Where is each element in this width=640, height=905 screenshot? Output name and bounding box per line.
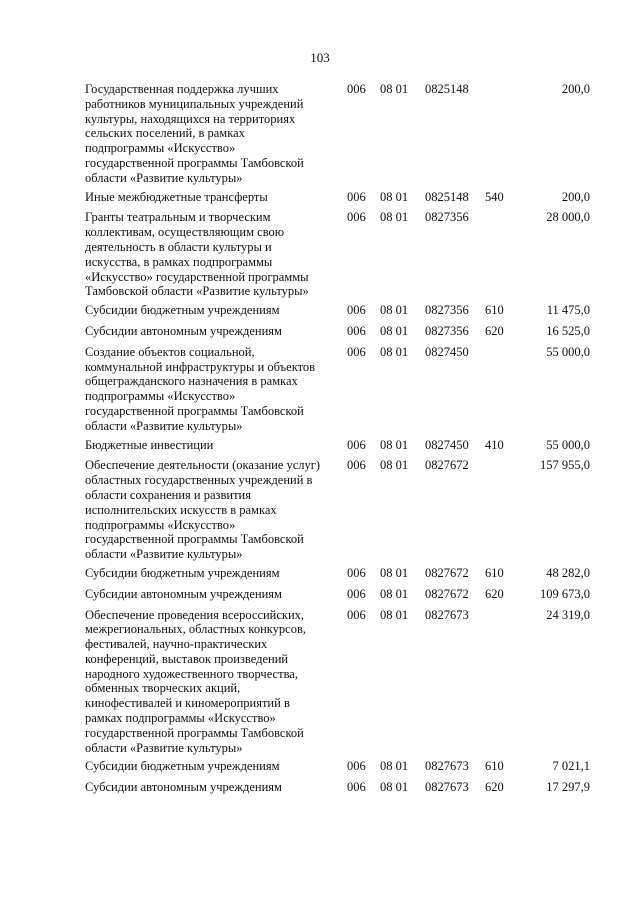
- amount: 55 000,0: [546, 437, 590, 452]
- target-code: 0827450: [425, 437, 469, 452]
- target-code: 0825148: [425, 82, 469, 96]
- row-name: Субсидии бюджетным учреждениям: [85, 303, 280, 318]
- amount: 200,0: [561, 189, 590, 204]
- expense-type-code: 610: [485, 759, 504, 774]
- section-code: 08 01: [380, 565, 409, 580]
- ministry-code: 006: [347, 323, 366, 338]
- ministry-code: 006: [347, 189, 366, 204]
- expense-type-code: 620: [485, 323, 504, 338]
- budget-table: [85, 82, 590, 801]
- row-name: Обеспечение деятельности (оказание услуг) областных государственных учреждений в области сохранения и развития исполнительских искусств в рамках подпрограммы «Искусство» государственной программы Тамбовской области «Развитие культуры»: [85, 458, 321, 562]
- ministry-code: 006: [347, 437, 366, 452]
- target-code: 0827672: [425, 586, 469, 601]
- target-code: 0827356: [425, 303, 469, 318]
- section-code: 08 01: [380, 759, 409, 774]
- section-code: 08 01: [380, 780, 409, 795]
- target-code: 0827672: [425, 458, 469, 473]
- target-code: 0825148: [425, 189, 469, 204]
- table-row: [85, 566, 590, 581]
- section-code: 08 01: [380, 82, 409, 96]
- amount: 7 021,1: [552, 759, 590, 774]
- ministry-code: 006: [347, 565, 366, 580]
- ministry-code: 006: [347, 344, 366, 359]
- row-name: Субсидии бюджетным учреждениям: [85, 759, 280, 774]
- row-name: Субсидии бюджетным учреждениям: [85, 565, 280, 580]
- ministry-code: 006: [347, 759, 366, 774]
- expense-type-code: 620: [485, 586, 504, 601]
- section-code: 08 01: [380, 586, 409, 601]
- table-row: [85, 210, 590, 299]
- expense-type-code: 540: [485, 189, 504, 204]
- row-name: Бюджетные инвестиции: [85, 437, 214, 452]
- row-name: Создание объектов социальной, коммунальной инфраструктуры и объектов общегражданского назначения в рамках подпрограммы «Искусство» государственной программы Тамбовской области «Развитие культуры»: [85, 344, 316, 433]
- table-row: [85, 345, 590, 434]
- table-row: [85, 82, 590, 186]
- target-code: 0827672: [425, 565, 469, 580]
- table-row: [85, 303, 590, 318]
- section-code: 08 01: [380, 323, 409, 338]
- target-code: 0827356: [425, 323, 469, 338]
- amount: 24 319,0: [546, 607, 590, 622]
- target-code: 0827356: [425, 210, 469, 225]
- section-code: 08 01: [380, 437, 409, 452]
- table-row: [85, 608, 590, 756]
- ministry-code: 006: [347, 780, 366, 795]
- amount: 11 475,0: [546, 303, 590, 318]
- amount: 109 673,0: [540, 586, 590, 601]
- amount: 200,0: [561, 82, 590, 96]
- ministry-code: 006: [347, 458, 366, 473]
- ministry-code: 006: [347, 303, 366, 318]
- table-row: [85, 759, 590, 774]
- expense-type-code: 610: [485, 565, 504, 580]
- table-row: [85, 324, 590, 339]
- target-code: 0827673: [425, 759, 469, 774]
- table-row: [85, 780, 590, 795]
- section-code: 08 01: [380, 189, 409, 204]
- ministry-code: 006: [347, 586, 366, 601]
- section-code: 08 01: [380, 344, 409, 359]
- table-row: [85, 438, 590, 453]
- ministry-code: 006: [347, 210, 366, 225]
- page-number: 103: [310, 50, 330, 65]
- row-name: Обеспечение проведения всероссийских, межрегиональных, областных конкурсов, фестивалей, научно-практических конференций, выставок произведений народного художественного творчества, обменных творческих акций, кинофестивалей и киномероприятий в рамках подпрограммы «Искусство» государственной программы Тамбовской области «Развитие культуры»: [85, 607, 306, 755]
- row-name: Гранты театральным и творческим коллективам, осуществляющим свою деятельность в области культуры и искусства, в рамках подпрограммы «Искусство» государственной программы Тамбовской области «Развитие культуры»: [85, 210, 309, 299]
- target-code: 0827450: [425, 344, 469, 359]
- section-code: 08 01: [380, 210, 409, 225]
- expense-type-code: 610: [485, 303, 504, 318]
- expense-type-code: 410: [485, 437, 504, 452]
- section-code: 08 01: [380, 607, 409, 622]
- section-code: 08 01: [380, 303, 409, 318]
- row-name: Субсидии автономным учреждениям: [85, 780, 282, 795]
- table-row: [85, 190, 590, 205]
- table-row: [85, 458, 590, 562]
- amount: 55 000,0: [546, 344, 590, 359]
- amount: 157 955,0: [540, 458, 590, 473]
- row-name: Субсидии автономным учреждениям: [85, 323, 282, 338]
- table-row: [85, 587, 590, 602]
- amount: 16 525,0: [546, 323, 590, 338]
- amount: 17 297,9: [546, 780, 590, 795]
- target-code: 0827673: [425, 780, 469, 795]
- row-name: Иные межбюджетные трансферты: [85, 189, 268, 204]
- ministry-code: 006: [347, 607, 366, 622]
- amount: 48 282,0: [546, 565, 590, 580]
- target-code: 0827673: [425, 607, 469, 622]
- section-code: 08 01: [380, 458, 409, 473]
- amount: 28 000,0: [546, 210, 590, 225]
- row-name: Субсидии автономным учреждениям: [85, 586, 282, 601]
- ministry-code: 006: [347, 82, 366, 96]
- expense-type-code: 620: [485, 780, 504, 795]
- row-name: Государственная поддержка лучших работников муниципальных учреждений культуры, находящихся на территориях сельских поселений, в рамках подпрограммы «Искусство» государственной программы Тамбовской области «Развитие культуры»: [85, 82, 304, 185]
